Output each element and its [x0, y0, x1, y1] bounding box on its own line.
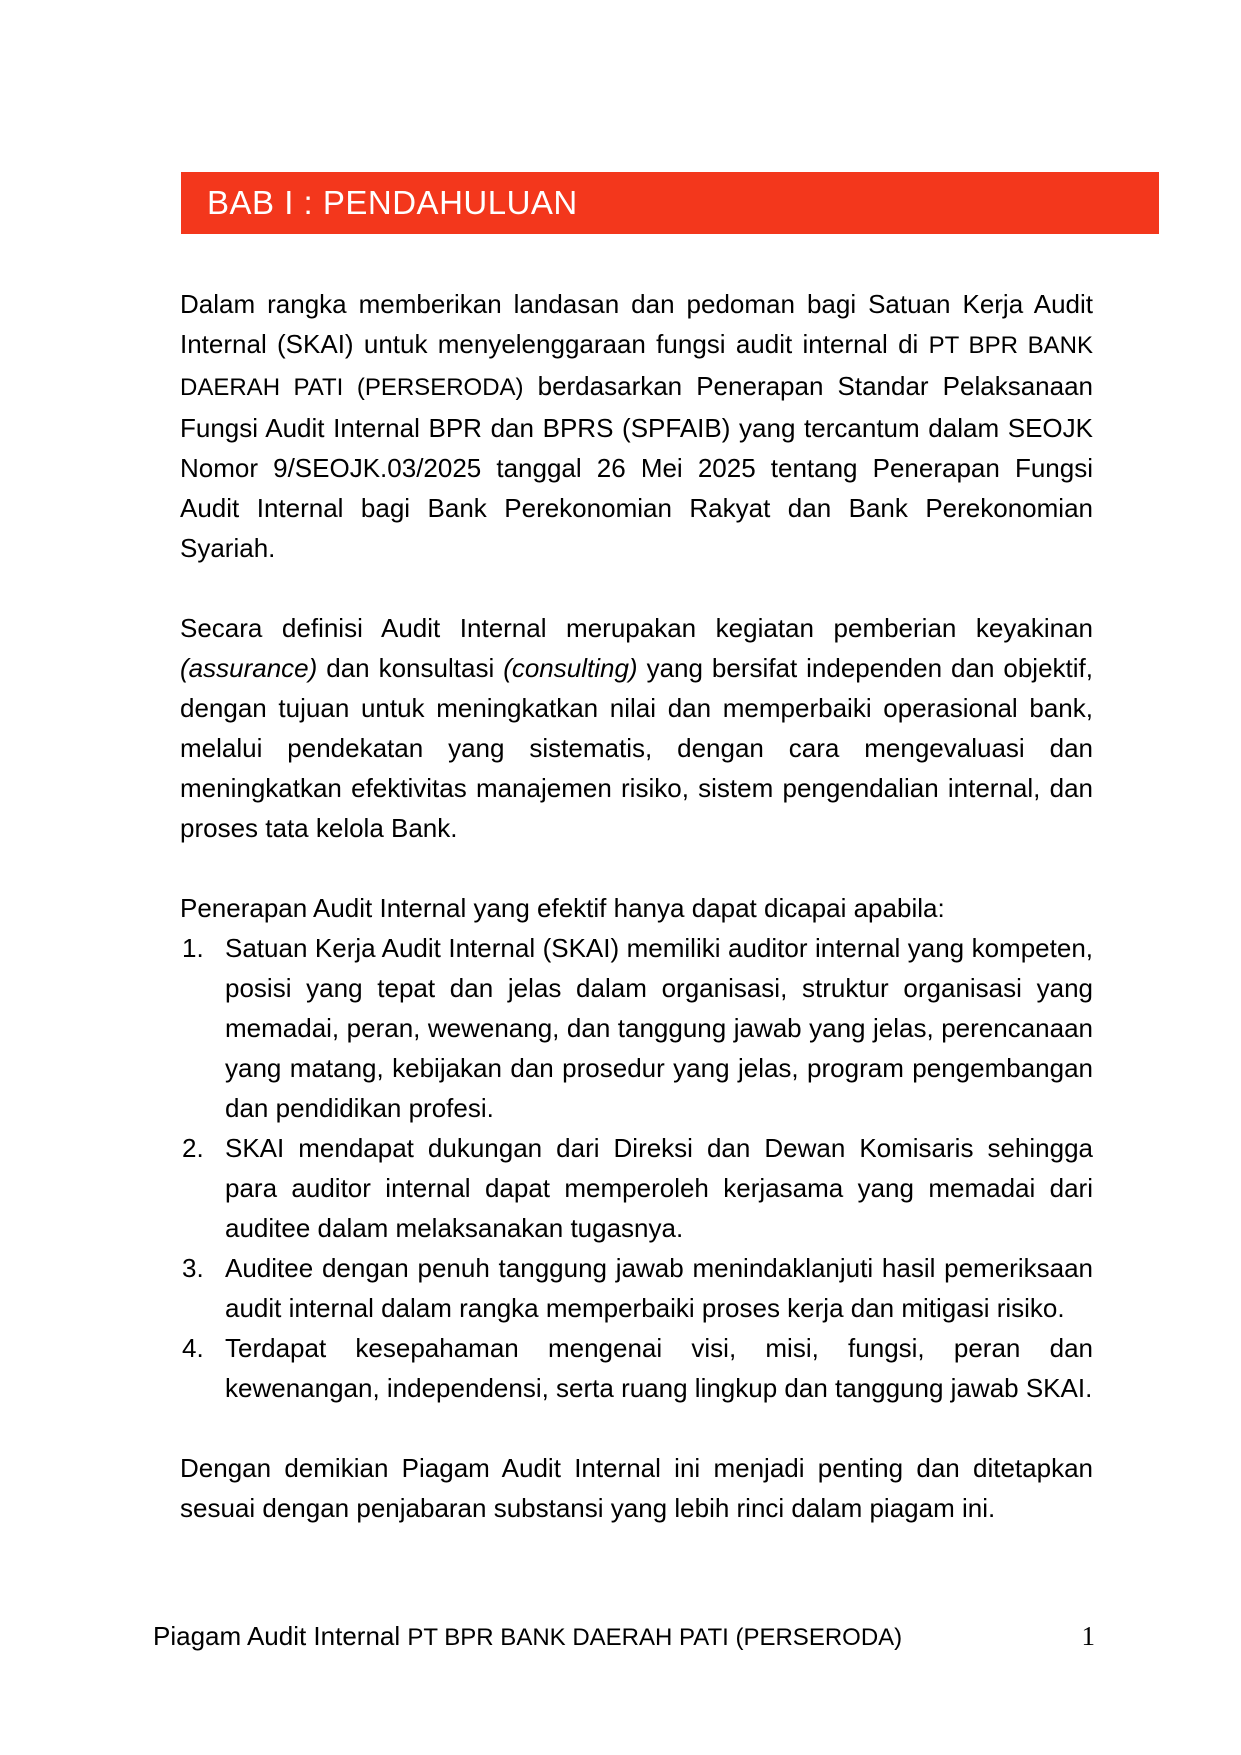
chapter-heading-banner — [181, 172, 1159, 234]
list-item-number: 3. — [182, 1253, 204, 1283]
chapter-title: BAB I : PENDAHULUAN — [207, 184, 578, 221]
page-number: 1 — [1081, 1621, 1095, 1651]
footer-document-title — [153, 1616, 902, 1658]
footer-title-text: Piagam Audit Internal — [153, 1621, 408, 1651]
italic-term-consulting: (consulting) — [503, 653, 638, 683]
paragraph-definition — [180, 608, 1093, 848]
italic-term-assurance: (assurance) — [180, 653, 318, 683]
numbered-list — [180, 928, 1093, 1408]
list-item — [180, 1248, 1093, 1328]
list-intro-line: Penerapan Audit Internal yang efektif hanya dapat dicapai apabila: — [180, 893, 945, 923]
page-footer — [153, 1616, 1095, 1658]
paragraph-2-text-end: yang bersifat independen dan objektif, dengan tujuan untuk meningkatkan nilai dan memperbaiki operasional bank, melalui pendekatan yang sistematis, dengan cara mengevaluasi dan meningkatkan efektivitas manajemen risiko, sistem pengendalian internal, dan proses tata kelola Bank. — [180, 653, 1093, 843]
bank-name: PT BPR BANK DAERAH PATI (PERSERODA) — [180, 332, 1093, 401]
list-item — [180, 928, 1093, 1128]
paragraph-1-text: Dalam rangka memberikan landasan dan pedoman bagi Satuan Kerja Audit Internal (SKAI) untuk menyelenggaraan fungsi audit internal di — [180, 289, 1093, 359]
list-item-text: SKAI mendapat dukungan dari Direksi dan Dewan Komisaris sehingga para auditor internal dapat memperoleh kerjasama yang memadai dari auditee dalam melaksanakan tugasnya. — [225, 1133, 1093, 1243]
list-item-text: Satuan Kerja Audit Internal (SKAI) memiliki auditor internal yang kompeten, posisi yang tepat dan jelas dalam organisasi, struktur organisasi yang memadai, peran, wewenang, dan tanggung jawab yang jelas, perencanaan yang matang, kebijakan dan prosedur yang jelas, program pengembangan dan pendidikan profesi. — [225, 933, 1093, 1123]
list-item-number: 1. — [182, 933, 204, 963]
page-content — [180, 284, 1093, 1528]
list-item-text: Auditee dengan penuh tanggung jawab menindaklanjuti hasil pemeriksaan audit internal dalam rangka memperbaiki proses kerja dan mitigasi risiko. — [225, 1253, 1093, 1323]
paragraph-2-text: Secara definisi Audit Internal merupakan kegiatan pemberian keyakinan — [180, 613, 1093, 643]
paragraph-1-text-cont: berdasarkan Penerapan Standar Pelaksanaan Fungsi Audit Internal BPR dan BPRS (SPFAIB) yang tercantum dalam SEOJK Nomor 9/SEOJK.03/2025 tanggal 26 Mei 2025 tentang Penerapan Fungsi Audit Internal bagi Bank Perekonomian Rakyat dan Bank Perekonomian Syariah. — [180, 371, 1093, 563]
footer-bank-name: PT BPR BANK DAERAH PATI (PERSERODA) — [407, 1624, 903, 1651]
list-item — [180, 1328, 1093, 1408]
list-item-number: 2. — [182, 1133, 204, 1163]
list-item — [180, 1128, 1093, 1248]
list-item-text: Terdapat kesepahaman mengenai visi, misi, fungsi, peran dan kewenangan, independensi, serta ruang lingkup dan tanggung jawab SKAI. — [225, 1333, 1093, 1403]
paragraph-2-text-cont: dan konsultasi — [317, 653, 504, 683]
list-item-number: 4. — [182, 1333, 204, 1363]
closing-paragraph: Dengan demikian Piagam Audit Internal ini menjadi penting dan ditetapkan sesuai dengan penjabaran substansi yang lebih rinci dalam piagam ini. — [180, 1453, 1093, 1523]
paragraph-introduction — [180, 284, 1093, 568]
